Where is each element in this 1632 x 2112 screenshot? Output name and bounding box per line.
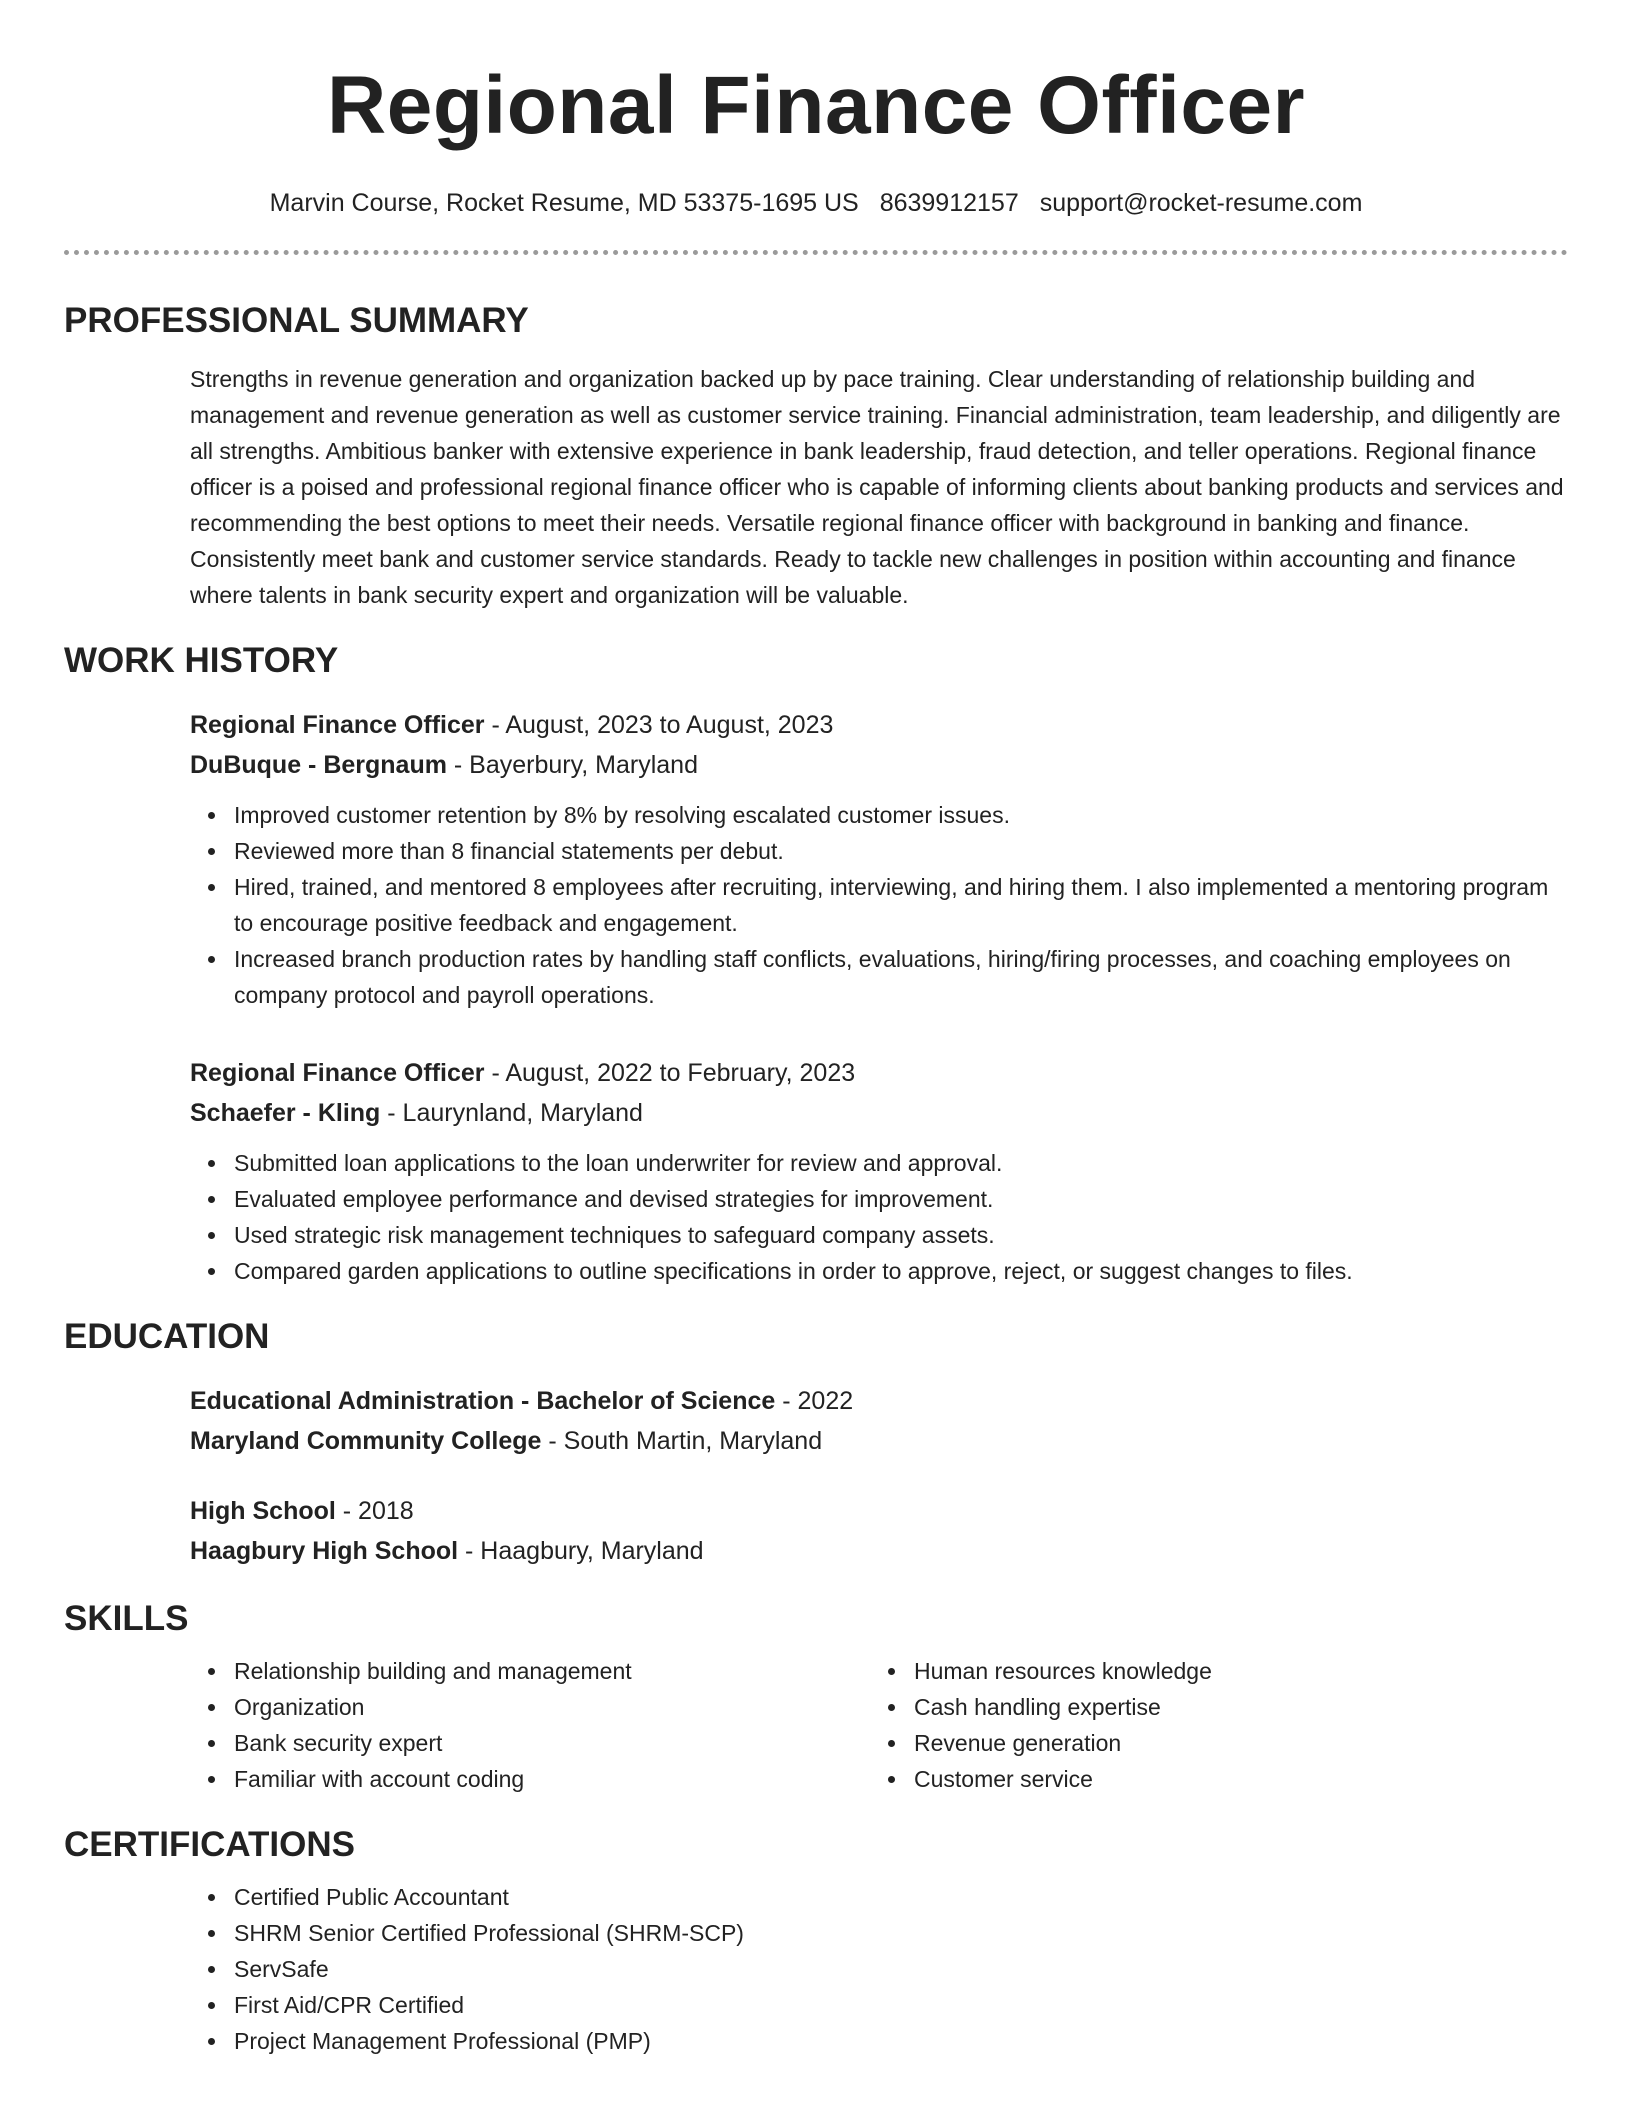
section-heading: CERTIFICATIONS [64, 1825, 356, 1864]
skills-list [190, 1653, 870, 1797]
job-dates: - August, 2022 to February, 2023 [484, 1059, 856, 1087]
contact-line [64, 186, 1568, 220]
job-title: Regional Finance Officer [190, 711, 485, 739]
job-entry [190, 705, 1568, 1013]
education-year: - 2018 [335, 1497, 414, 1525]
job-location: - Laurynland, Maryland [380, 1099, 643, 1127]
job-dates: - August, 2023 to August, 2023 [484, 711, 834, 739]
job-entry [190, 1053, 1568, 1289]
list-item: First Aid/CPR Certified [234, 1987, 1568, 2023]
section-heading: WORK HISTORY [64, 641, 339, 680]
section-heading: PROFESSIONAL SUMMARY [64, 301, 529, 340]
education-degree: High School [190, 1497, 336, 1525]
education-body [190, 1381, 1568, 1571]
section-heading: EDUCATION [64, 1317, 270, 1356]
section-professional-summary [64, 299, 1568, 613]
job-title-line [190, 705, 1568, 745]
section-education [64, 1315, 1568, 1571]
contact-phone: 8639912157 [879, 189, 1019, 217]
contact-email: support@rocket-resume.com [1039, 189, 1363, 217]
job-bullets [190, 797, 1568, 1013]
list-item: Project Management Professional (PMP) [234, 2023, 1568, 2059]
list-item: Improved customer retention by 8% by resolving escalated customer issues. [234, 797, 1568, 833]
education-school: Haagbury High School [190, 1537, 459, 1565]
list-item: Cash handling expertise [914, 1689, 1550, 1725]
list-item: Used strategic risk management techniques to safeguard company assets. [234, 1217, 1568, 1253]
skills-list [870, 1653, 1550, 1797]
education-school-line [190, 1421, 1568, 1461]
list-item: Increased branch production rates by handling staff conflicts, evaluations, hiring/firing processes, and coaching employees on company protocol and payroll operations. [234, 941, 1568, 1013]
section-skills [64, 1597, 1568, 1797]
job-company: Schaefer - Kling [190, 1099, 381, 1127]
education-degree: Educational Administration - Bachelor of Science [190, 1387, 776, 1415]
list-item: Human resources knowledge [914, 1653, 1550, 1689]
section-heading: SKILLS [64, 1599, 189, 1638]
summary-text: Strengths in revenue generation and organization backed up by pace training. Clear understanding of relationship building and management and revenue generation as well as customer service training. Financial administration, team leadership, and diligently are all strengths. Ambitious banker with extensive experience in bank leadership, fraud detection, and teller operations. Regional finance officer is a poised and professional regional finance officer who is capable of informing clients about banking products and services and recommending the best options to meet their needs. Versatile regional finance officer with background in banking and finance. Consistently meet bank and customer service standards. Ready to tackle new challenges in position within accounting and finance where talents in bank security expert and organization will be valuable. [190, 366, 1564, 608]
section-certifications [64, 1823, 1568, 2059]
education-school-line [190, 1531, 1568, 1571]
list-item: Submitted loan applications to the loan underwriter for review and approval. [234, 1145, 1568, 1181]
job-company: DuBuque - Bergnaum [190, 751, 447, 779]
job-location: - Bayerbury, Maryland [446, 751, 698, 779]
job-bullets [190, 1145, 1568, 1289]
section-work-history [64, 639, 1568, 1289]
education-entry [190, 1491, 1568, 1571]
list-item: Certified Public Accountant [234, 1879, 1568, 1915]
header-divider [64, 250, 1568, 255]
list-item: SHRM Senior Certified Professional (SHRM-SCP) [234, 1915, 1568, 1951]
job-title: Regional Finance Officer [190, 1059, 485, 1087]
skills-column-right [870, 1653, 1550, 1797]
list-item: Familiar with account coding [234, 1761, 870, 1797]
list-item: ServSafe [234, 1951, 1568, 1987]
certifications-body [190, 1879, 1568, 2059]
list-item: Bank security expert [234, 1725, 870, 1761]
list-item: Customer service [914, 1761, 1550, 1797]
education-degree-line [190, 1491, 1568, 1531]
education-location: - South Martin, Maryland [541, 1427, 823, 1455]
job-company-line [190, 745, 1568, 785]
education-school: Maryland Community College [190, 1427, 542, 1455]
skills-grid [190, 1653, 1568, 1797]
list-item: Hired, trained, and mentored 8 employees after recruiting, interviewing, and hiring them. I also implemented a mentoring program to encourage positive feedback and engagement. [234, 869, 1568, 941]
list-item: Evaluated employee performance and devised strategies for improvement. [234, 1181, 1568, 1217]
work-body [190, 705, 1568, 1289]
contact-address: Marvin Course, Rocket Resume, MD 53375-1695 US [269, 189, 859, 217]
list-item: Relationship building and management [234, 1653, 870, 1689]
education-entry [190, 1381, 1568, 1461]
job-company-line [190, 1093, 1568, 1133]
list-item: Reviewed more than 8 financial statements per debut. [234, 833, 1568, 869]
education-location: - Haagbury, Maryland [458, 1537, 704, 1565]
list-item: Organization [234, 1689, 870, 1725]
list-item: Revenue generation [914, 1725, 1550, 1761]
summary-body [190, 361, 1568, 613]
job-title-line [190, 1053, 1568, 1093]
certifications-list [190, 1879, 1568, 2059]
education-degree-line [190, 1381, 1568, 1421]
resume-title: Regional Finance Officer [327, 60, 1305, 151]
list-item: Compared garden applications to outline specifications in order to approve, reject, or suggest changes to files. [234, 1253, 1568, 1289]
education-year: - 2022 [775, 1387, 854, 1415]
skills-column-left [190, 1653, 870, 1797]
